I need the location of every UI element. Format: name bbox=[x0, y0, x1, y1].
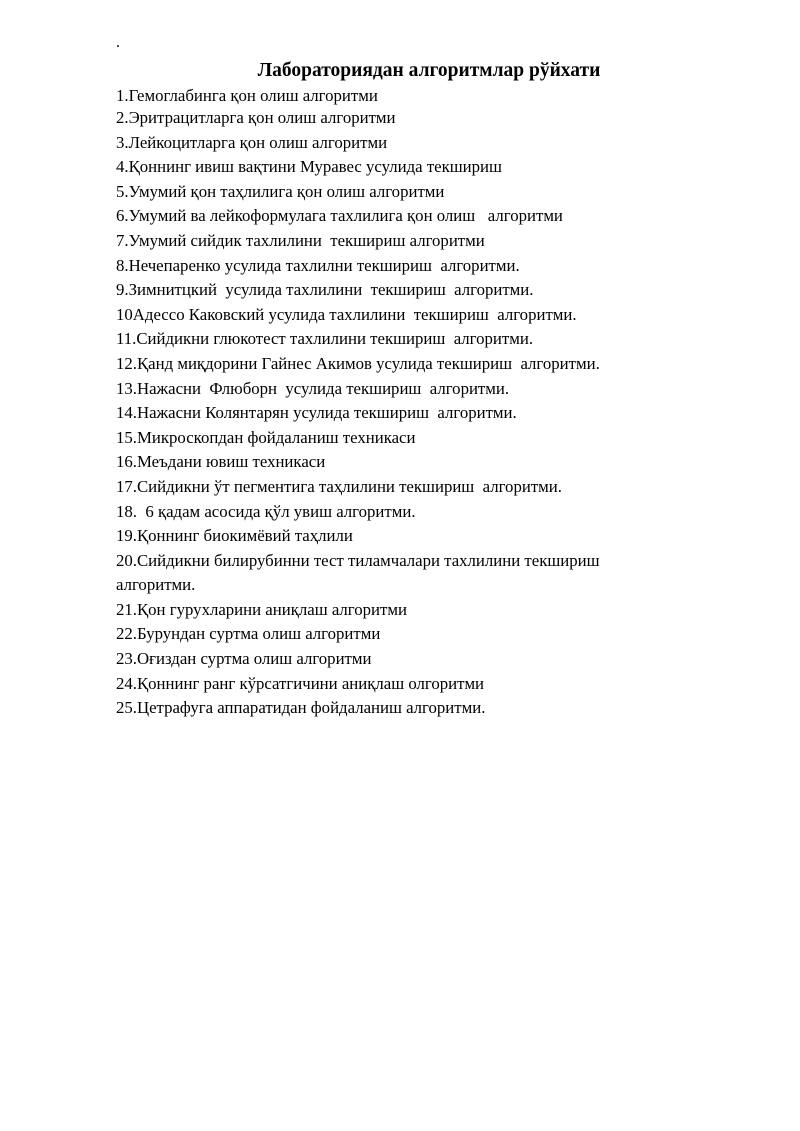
list-item: 19.Қоннинг биокимёвий таҳлили bbox=[116, 526, 353, 546]
list-item: 11.Сийдикни глюкотест тахлилини текшириш алгоритми. bbox=[116, 329, 534, 349]
list-item: 7.Умумий сийдик тахлилини текшириш алгоритми bbox=[116, 230, 485, 250]
list-item: 13.Нажасни Флюборн усулида текшириш алгоритми. bbox=[116, 378, 510, 398]
page-dot: . bbox=[116, 34, 120, 51]
list-item: 22.Бурундан суртма олиш алгоритми bbox=[116, 624, 381, 644]
list-item: 18. 6 қадам асосида қўл увиш алгоритми. bbox=[116, 501, 416, 521]
list-item: 2.Эритрацитларга қон олиш алгоритми bbox=[116, 108, 396, 127]
list-item: 10Адессо Каковский усулида тахлилини текшириш алгоритми. bbox=[116, 304, 577, 324]
list-item: 3.Лейкоцитларга қон олиш алгоритми bbox=[116, 132, 388, 152]
list-item: 17.Сийдикни ўт пегментига таҳлилини текшириш алгоритми. bbox=[116, 476, 562, 496]
list-item: 20.Сийдикни билирубинни тест тиламчалари тахлилини текшириш алгоритми. bbox=[116, 550, 604, 595]
list-item: 25.Цетрафуга аппаратидан фойдаланиш алгоритми. bbox=[116, 698, 486, 718]
list-item: 15.Микроскопдан фойдаланиш техникаси bbox=[116, 427, 416, 447]
list-item: 4.Қоннинг ивиш вақтини Муравес усулида текшириш bbox=[116, 157, 502, 177]
list-item: 5.Умумий қон таҳлилига қон олиш алгоритми bbox=[116, 181, 445, 201]
list-item: 24.Қоннинг ранг кўрсатгичини аниқлаш олгоритми bbox=[116, 673, 485, 693]
list-item: 9.Зимнитцкий усулида тахлилини текшириш алгоритми. bbox=[116, 280, 534, 300]
list-item: 8.Нечепаренко усулида тахлилни текшириш алгоритми. bbox=[116, 255, 520, 275]
list-item: 6.Умумий ва лейкоформулага тахлилига қон олиш алгоритми bbox=[116, 206, 563, 226]
algorithm-list bbox=[116, 85, 676, 721]
document-title: Лабораториядан алгоритмлар рўйхати bbox=[257, 60, 601, 81]
list-item: 14.Нажасни Колянтарян усулида текшириш алгоритми. bbox=[116, 403, 517, 423]
list-item: 1.Гемоглабинга қон олиш алгоритми bbox=[116, 86, 378, 105]
list-item: 12.Қанд миқдорини Гайнес Акимов усулида текшириш алгоритми. bbox=[116, 353, 600, 373]
list-item: 23.Оғиздан суртма олиш алгоритми bbox=[116, 649, 372, 669]
list-item: 16.Меъдани ювиш техникаси bbox=[116, 452, 326, 472]
list-item: 21.Қон гурухларини аниқлаш алгоритми bbox=[116, 599, 407, 619]
